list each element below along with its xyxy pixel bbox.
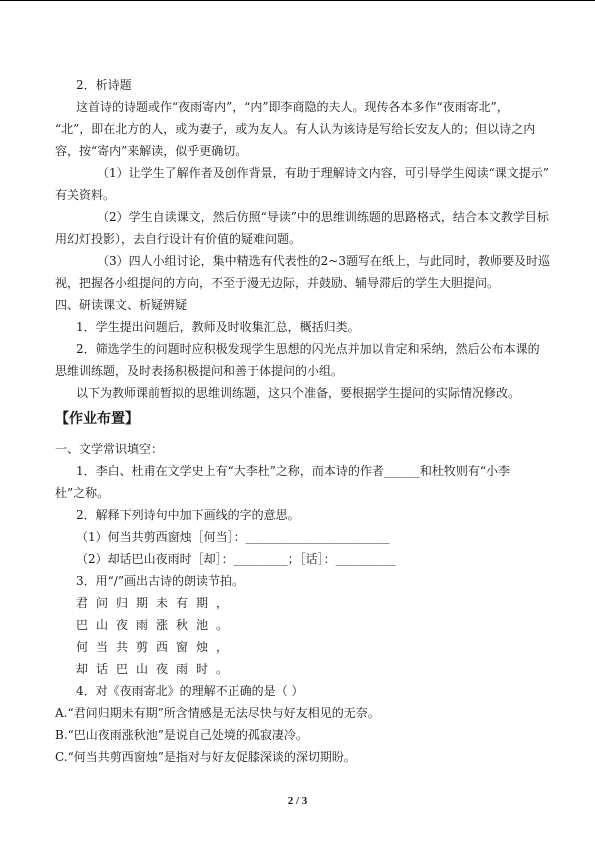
text-line: 2．解释下列诗句中加下画线的字的意思。 xyxy=(76,508,300,522)
text-line: A.“君问归期未有期”所含情感是无法尽快与好友相见的无奈。 xyxy=(55,706,380,720)
text-line: 四、研读课文、析疑辨疑 xyxy=(55,298,188,312)
top-border-line xyxy=(0,0,595,1)
text-line: “北”，即在北方的人，或为妻子，或为友人。有人认为该诗是写给长安友人的；但以诗之内 xyxy=(55,122,536,136)
text-line: C.“何当共剪西窗烛”是指对与好友促膝深谈的深切期盼。 xyxy=(55,750,356,764)
text-line: 2．筛选学生的问题时应积极发现学生思想的闪光点并加以肯定和采纳，然后公布本课的 xyxy=(76,342,540,356)
text-line: （1）何当共剪西窗烛［何当］：________________________ xyxy=(76,530,390,544)
text-line: 一、文学常识填空： xyxy=(55,442,164,456)
text-line: 君问归期未有期， xyxy=(76,596,237,610)
text-line: 2．析诗题 xyxy=(76,78,132,92)
text-line: 以下为教师课前暂拟的思维训练题，这只个准备，要根据学生提问的实际情况修改。 xyxy=(76,386,521,400)
text-line: B.“巴山夜雨涨秋池”是说自己处境的孤寂凄冷。 xyxy=(55,728,308,742)
section-heading: 【作业布置】 xyxy=(55,411,139,427)
text-line: （2）学生自读课文，然后仿照“导读”中的思维训练题的思路格式，结合本文教学目标 xyxy=(97,210,549,224)
text-line: 杜”之称。 xyxy=(55,486,110,500)
text-line: 1．学生提出问题后，教师及时收集汇总，概括归类。 xyxy=(76,320,360,334)
text-line: 4．对《夜雨寄北》的理解不正确的是（ ） xyxy=(76,684,304,698)
text-line: 有关资料。 xyxy=(55,188,116,202)
text-line: （1）让学生了解作者及创作背景，有助于理解诗文内容，可引导学生阅读“课文提示” xyxy=(97,166,549,180)
text-line: 3．用“/”画出古诗的朗读节拍。 xyxy=(76,574,244,588)
text-line: 巴山夜雨涨秋池。 xyxy=(76,618,237,632)
text-line: （2）却话巴山夜雨时［却］：_________；［话］：__________ xyxy=(76,552,396,566)
text-line: 用幻灯投影），去自行设计有价值的疑难问题。 xyxy=(55,232,302,246)
text-line: 却话巴山夜雨时。 xyxy=(76,662,237,676)
text-line: 思维训练题，及时表扬积极提问和善于体提问的小组。 xyxy=(55,364,344,378)
text-line: 视，把握各小组提问的方向，不至于漫无边际，并鼓励、辅导滞后的学生大胆提问。 xyxy=(55,276,500,290)
document-body xyxy=(55,74,550,768)
text-line: 何当共剪西窗烛， xyxy=(76,640,237,654)
page-number: 2 / 3 xyxy=(287,795,308,807)
text-line: （3）四人小组讨论，集中精选有代表性的2~3题写在纸上，与此同时，教师要及时巡 xyxy=(97,254,550,268)
text-line: 1．李白、杜甫在文学史上有“大李杜”之称，而本诗的作者______和杜牧则有“小李 xyxy=(76,464,511,478)
text-line: 这首诗的诗题或作“夜雨寄内”，“内”即李商隐的夫人。现传各本多作“夜雨寄北”， xyxy=(76,100,509,114)
text-line: 容，按“寄内”来解读，似乎更确切。 xyxy=(55,144,248,158)
